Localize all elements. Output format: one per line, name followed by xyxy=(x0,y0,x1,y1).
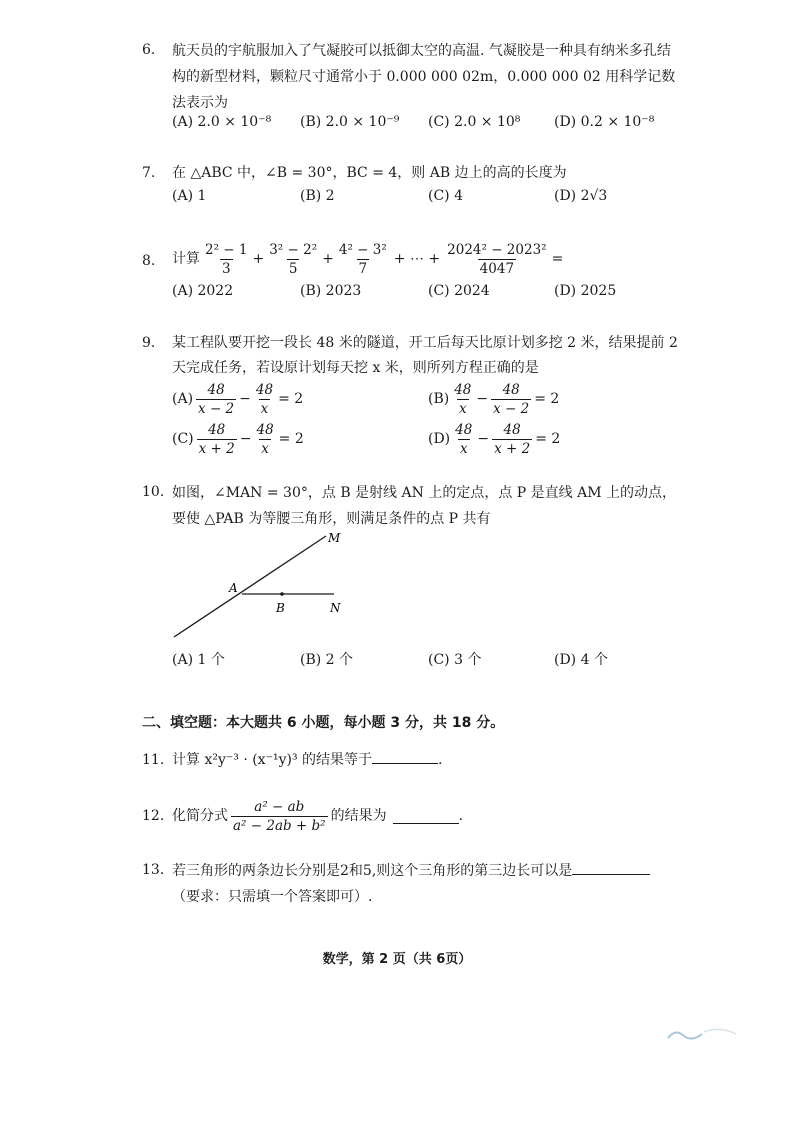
minus-sign: − xyxy=(477,431,490,447)
option-b[interactable] xyxy=(428,379,559,419)
equation-rhs: = 2 xyxy=(278,431,304,447)
plus-sign: + xyxy=(252,251,265,267)
fraction-numerator: 48 xyxy=(502,381,520,398)
fraction-denominator: x − 2 xyxy=(198,400,235,417)
question-9-options-row-1 xyxy=(172,379,672,419)
answer-blank[interactable] xyxy=(393,809,459,824)
ray-am xyxy=(174,536,326,637)
question-lead: 化简分式 xyxy=(172,808,228,824)
label-b: B xyxy=(276,601,285,615)
fraction-numerator: 48 xyxy=(207,381,225,398)
answer-blank[interactable] xyxy=(372,749,438,764)
question-9-options-row-2 xyxy=(172,419,672,459)
fraction-numerator: 48 xyxy=(503,421,521,438)
fraction-numerator: 48 xyxy=(455,421,473,438)
period: . xyxy=(438,752,443,768)
fraction-denominator: x xyxy=(260,400,269,417)
option-d[interactable] xyxy=(428,419,560,459)
fraction-numerator: 3² − 2² xyxy=(269,241,318,258)
question-10-options xyxy=(172,649,672,673)
option-c[interactable]: (C) 4 xyxy=(428,188,463,204)
question-number: 10. xyxy=(142,484,165,500)
fraction-denominator: x + 2 xyxy=(494,440,531,457)
question-text: 某工程队要开挖一段长 48 米的隧道，开工后每天比原计划多挖 2 米，结果提前 2 天完成任务，若设原计划每天挖 x 米，则所列方程正确的是 xyxy=(172,335,678,376)
option-c[interactable]: (C) 2.0 × 10⁸ xyxy=(428,114,521,130)
question-number: 6. xyxy=(142,42,156,58)
question-11 xyxy=(142,748,682,772)
section-heading: 二、填空题：本大题共 6 小题，每小题 3 分，共 18 分。 xyxy=(142,715,505,731)
question-number: 13. xyxy=(142,862,165,878)
label-n: N xyxy=(330,601,341,615)
fraction-term-2 xyxy=(267,241,319,278)
label-a: A xyxy=(229,581,238,595)
fraction-denominator: x xyxy=(261,440,269,457)
label-m: M xyxy=(328,531,341,545)
ellipsis-sum: + ⋯ + xyxy=(393,251,441,267)
question-number: 8. xyxy=(142,253,156,269)
fraction xyxy=(197,421,237,458)
option-d[interactable]: (D) 2025 xyxy=(554,283,617,299)
option-b[interactable]: (B) 2023 xyxy=(300,283,362,299)
option-b[interactable]: (B) 2.0 × 10⁻⁹ xyxy=(300,114,400,130)
question-number: 12. xyxy=(142,808,165,824)
question-text: 在 △ABC 中，∠B = 30°，BC = 4，则 AB 边上的高的长度为 xyxy=(172,165,567,181)
fraction xyxy=(231,798,328,835)
question-7 xyxy=(142,161,682,185)
fraction xyxy=(492,421,532,458)
fraction xyxy=(491,381,531,418)
fraction-numerator: 2² − 1 xyxy=(205,241,248,258)
equals-sign: = xyxy=(551,251,564,267)
question-text: 如图，∠MAN = 30°，点 B 是射线 AN 上的定点，点 P 是直线 AM 上的动点，要使 △PAB 为等腰三角形，则满足条件的点 P 共有 xyxy=(172,485,676,527)
fraction-numerator: 2024² − 2023² xyxy=(447,241,547,258)
fraction-denominator: x xyxy=(459,440,468,457)
question-text: 若三角形的两条边长分别是2和5,则这个三角形的第三边长可以是 xyxy=(172,863,573,879)
equation-rhs: = 2 xyxy=(278,391,304,407)
question-number: 11. xyxy=(142,752,165,768)
fraction-term-1 xyxy=(203,241,249,278)
question-8-options xyxy=(172,283,672,307)
fraction-numerator: 48 xyxy=(255,381,274,398)
option-d[interactable]: (D) 2√3 xyxy=(554,188,608,204)
question-10 xyxy=(142,480,682,532)
fraction xyxy=(196,381,236,418)
option-label: (D) xyxy=(428,431,451,447)
option-a[interactable]: (A) 2.0 × 10⁻⁸ xyxy=(172,114,272,130)
option-label: (A) xyxy=(172,391,194,407)
watermark-logo xyxy=(664,1020,754,1046)
option-c[interactable]: (C) 3 个 xyxy=(428,652,482,668)
fraction-numerator: 48 xyxy=(454,381,472,398)
equation-rhs: = 2 xyxy=(535,431,561,447)
fraction-denominator: 4047 xyxy=(479,260,515,277)
angle-figure xyxy=(160,528,360,646)
fraction-numerator: 48 xyxy=(256,421,274,438)
answer-blank[interactable] xyxy=(572,860,650,875)
question-9 xyxy=(142,331,682,381)
fraction xyxy=(254,381,275,418)
option-d[interactable]: (D) 4 个 xyxy=(554,652,608,668)
fraction-denominator: x − 2 xyxy=(493,400,530,417)
fraction-term-3 xyxy=(337,241,389,278)
minus-sign: − xyxy=(239,391,251,407)
fraction-denominator: x xyxy=(459,400,467,417)
fraction-numerator: 4² − 3² xyxy=(338,241,387,258)
question-13 xyxy=(142,858,682,910)
fraction-numerator: 48 xyxy=(208,421,226,438)
question-6 xyxy=(142,38,682,116)
option-b[interactable]: (B) 2 xyxy=(300,188,335,204)
question-number: 9. xyxy=(142,335,156,351)
minus-sign: − xyxy=(476,391,489,407)
question-note: （要求：只需填一个答案即可）. xyxy=(172,889,373,905)
fraction-numerator: a² − ab xyxy=(254,798,305,815)
option-d[interactable]: (D) 0.2 × 10⁻⁸ xyxy=(554,114,655,130)
period: . xyxy=(458,808,464,824)
expression-lead: 计算 xyxy=(172,251,200,267)
fraction-denominator: a² − 2ab + b² xyxy=(233,817,326,834)
option-c[interactable]: (C) 2024 xyxy=(428,283,490,299)
fraction-term-last xyxy=(445,241,548,278)
option-a[interactable]: (A) 1 xyxy=(172,188,207,204)
question-text: 计算 x²y⁻³ · (x⁻¹y)³ 的结果等于 xyxy=(172,752,373,768)
fraction xyxy=(254,421,275,458)
equation-rhs: = 2 xyxy=(534,391,560,407)
page-footer: 数学，第 2 页（共 6页） xyxy=(322,952,472,967)
question-6-options xyxy=(172,114,672,138)
option-label: (C) xyxy=(172,431,194,447)
option-c[interactable] xyxy=(172,419,304,459)
fraction xyxy=(452,381,473,418)
question-expression xyxy=(172,241,563,278)
minus-sign: − xyxy=(239,431,252,447)
fraction-denominator: x + 2 xyxy=(198,440,235,457)
question-8 xyxy=(142,237,682,281)
fraction-denominator: 7 xyxy=(358,260,368,277)
option-b[interactable]: (B) 2 个 xyxy=(300,652,354,668)
plus-sign: + xyxy=(322,251,334,267)
option-a[interactable] xyxy=(172,379,303,419)
fraction xyxy=(453,421,474,458)
option-a[interactable]: (A) 2022 xyxy=(172,283,234,299)
question-7-options xyxy=(172,188,672,212)
question-number: 7. xyxy=(142,165,156,181)
option-a[interactable]: (A) 1 个 xyxy=(172,652,225,668)
question-12 xyxy=(142,794,682,838)
fraction-denominator: 3 xyxy=(221,260,231,277)
question-text: 航天员的宇航服加入了气凝胶可以抵御太空的高温. 气凝胶是一种具有纳米多孔结构的新型材料，颗粒尺寸通常小于 0.000 000 02m，0.000 000 02 用科学记数法表示为 xyxy=(172,43,676,111)
option-label: (B) xyxy=(428,391,450,407)
point-b xyxy=(280,592,284,596)
question-tail: 的结果为 xyxy=(330,808,387,824)
fraction-denominator: 5 xyxy=(288,260,298,277)
